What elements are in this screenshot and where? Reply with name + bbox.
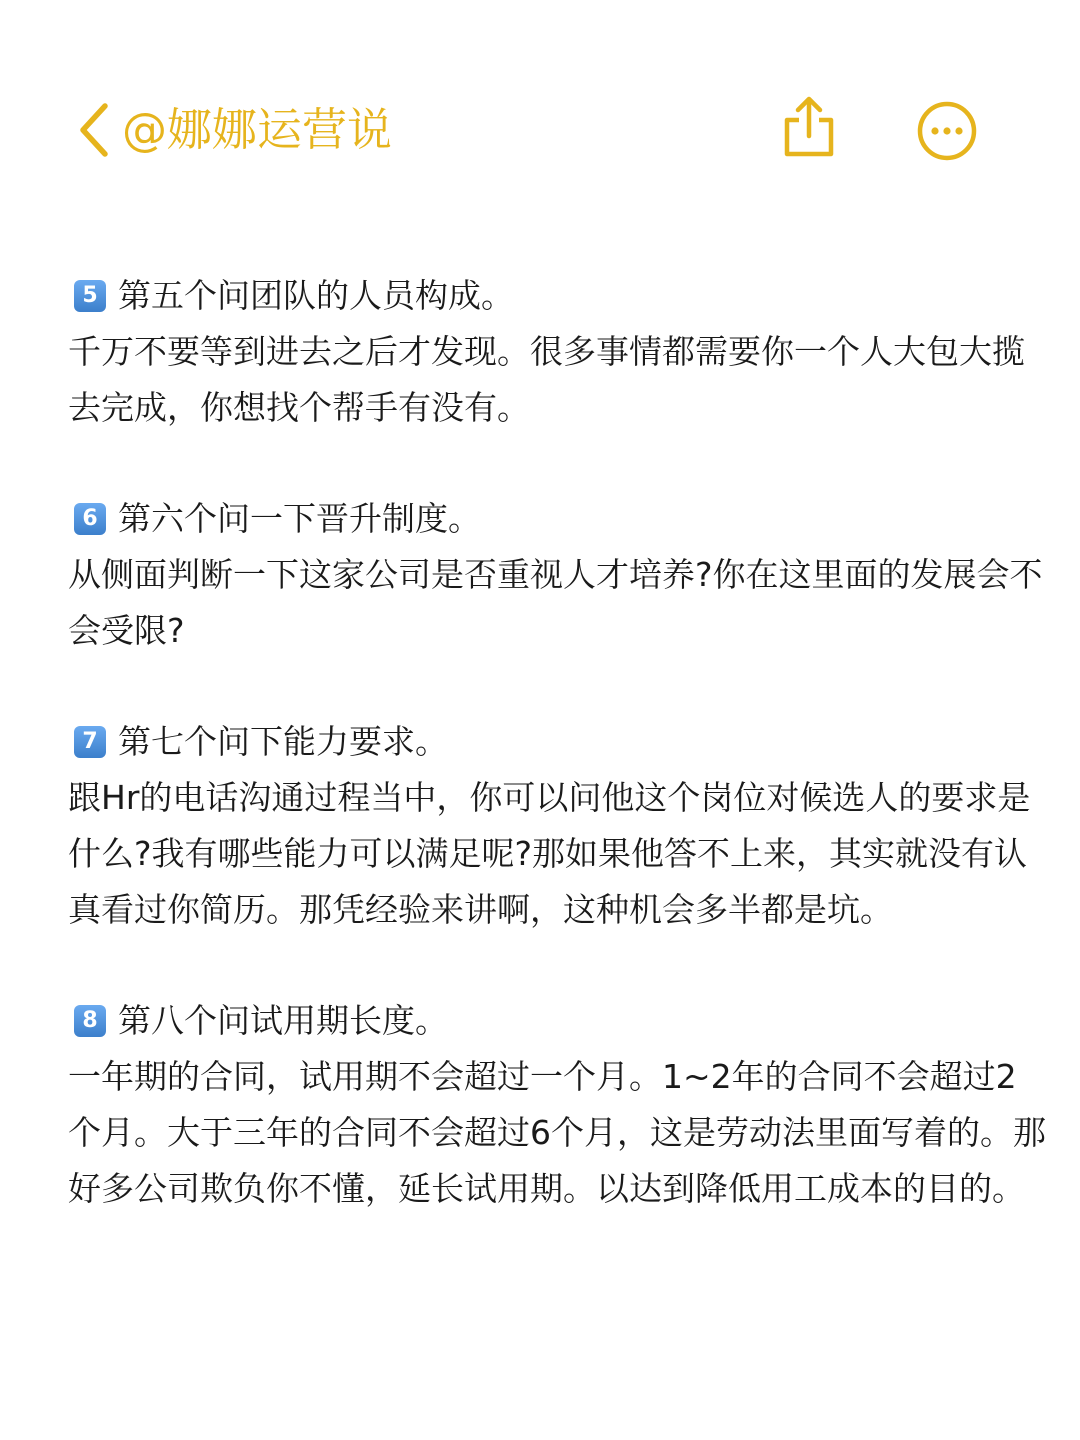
section-body: 从侧面判断一下这家公司是否重视人才培养?你在这里面的发展会不会受限? xyxy=(68,555,1043,650)
number-badge-icon: 8 xyxy=(74,1005,106,1037)
more-button[interactable] xyxy=(914,98,980,164)
top-bar xyxy=(0,80,1080,180)
number-badge-icon: 6 xyxy=(74,503,106,535)
section-5 xyxy=(68,268,1048,436)
section-heading: 第五个问团队的人员构成。 xyxy=(118,276,514,315)
section-heading: 第六个问一下晋升制度。 xyxy=(118,499,481,538)
share-icon xyxy=(781,94,837,160)
section-title xyxy=(68,491,1048,547)
page-title: @娜娜运营说 xyxy=(122,103,393,156)
section-body: 一年期的合同，试用期不会超过一个月。1~2年的合同不会超过2个月。大于三年的合同不会超过6个月，这是劳动法里面写着的。那好多公司欺负你不懂，延长试用期。以达到降低用工成本的目的。 xyxy=(68,1057,1046,1208)
section-heading: 第七个问下能力要求。 xyxy=(118,722,448,761)
number-badge-icon: 7 xyxy=(74,726,106,758)
back-button[interactable] xyxy=(68,98,118,162)
section-title xyxy=(68,993,1048,1049)
number-badge-icon: 5 xyxy=(74,280,106,312)
section-7 xyxy=(68,714,1048,938)
section-6 xyxy=(68,491,1048,659)
section-title xyxy=(68,714,1048,770)
section-heading: 第八个问试用期长度。 xyxy=(118,1001,448,1040)
section-8 xyxy=(68,993,1048,1217)
share-button[interactable] xyxy=(778,92,840,162)
more-horizontal-icon xyxy=(916,100,978,162)
chevron-left-icon xyxy=(73,100,113,160)
section-body: 跟Hr的电话沟通过程当中，你可以问他这个岗位对候选人的要求是什么?我有哪些能力可以满足呢?那如果他答不上来，其实就没有认真看过你简历。那凭经验来讲啊，这种机会多半都是坑。 xyxy=(68,778,1031,929)
post-content xyxy=(68,268,1048,1272)
section-title xyxy=(68,268,1048,324)
section-body: 千万不要等到进去之后才发现。很多事情都需要你一个人大包大揽去完成，你想找个帮手有没有。 xyxy=(68,332,1025,427)
